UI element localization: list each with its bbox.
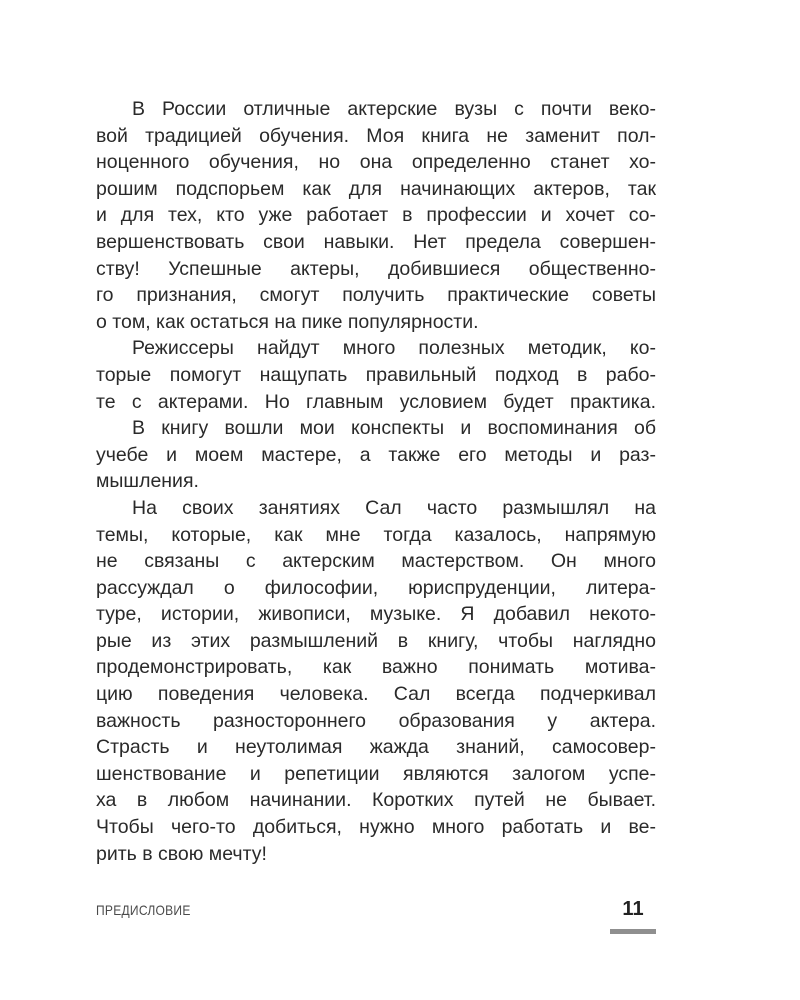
text-line: и для тех, кто уже работает в профессии и хочет со-	[96, 204, 656, 227]
text-line: вой традицией обучения. Моя книга не заменит пол-	[96, 124, 656, 147]
text-line: не связаны с актерским мастерством. Он много	[96, 550, 656, 573]
text-line: рассуждал о философии, юриспруденции, литера-	[96, 576, 656, 599]
text-line: ноценного обучения, но она определенно станет хо-	[96, 151, 656, 174]
text-line: В книгу вошли мои конспекты и воспоминания об	[132, 417, 656, 440]
text-line: вершенствовать свои навыки. Нет предела совершен-	[96, 230, 656, 253]
text-line: цию поведения человека. Сал всегда подчеркивал	[96, 683, 656, 706]
text-line: мышления.	[96, 470, 199, 493]
text-line: рить в свою мечту!	[96, 842, 267, 865]
text-line: Страсть и неутолимая жажда знаний, самосовер-	[96, 736, 656, 759]
section-label: ПРЕДИСЛОВИЕ	[96, 902, 191, 918]
text-line: ству! Успешные актеры, добившиеся общественно-	[96, 257, 656, 280]
text-line: рые из этих размышлений в книгу, чтобы наглядно	[96, 629, 656, 652]
text-line: Чтобы чего-то добиться, нужно много работать и ве-	[96, 816, 656, 839]
page-number: 11	[622, 898, 644, 920]
body-text	[96, 96, 656, 867]
page-number-underline	[610, 929, 656, 934]
text-line: торые помогут нащупать правильный подход в рабо-	[96, 363, 656, 386]
text-line: На своих занятиях Сал часто размышлял на	[132, 496, 656, 519]
text-line: шенствование и репетиции являются залогом успе-	[96, 762, 656, 785]
text-line: важность разностороннего образования у актера.	[96, 709, 656, 732]
text-line: те с актерами. Но главным условием будет практика.	[96, 390, 656, 413]
text-line: В России отличные актерские вузы с почти веко-	[132, 98, 656, 120]
text-line: рошим подспорьем как для начинающих актеров, так	[96, 177, 656, 200]
text-line: учебе и моем мастере, а также его методы и раз-	[96, 443, 656, 466]
text-line: темы, которые, как мне тогда казалось, напрямую	[96, 523, 656, 546]
text-line: Режиссеры найдут много полезных методик, ко-	[132, 337, 656, 360]
text-line: туре, истории, живописи, музыке. Я добавил некото-	[96, 603, 656, 626]
text-line: продемонстрировать, как важно понимать мотива-	[96, 656, 656, 679]
text-line: ха в любом начинании. Коротких путей не бывает.	[96, 789, 656, 812]
text-line: го признания, смогут получить практические советы	[96, 284, 656, 307]
text-line: о том, как остаться на пике популярности.	[96, 310, 479, 333]
